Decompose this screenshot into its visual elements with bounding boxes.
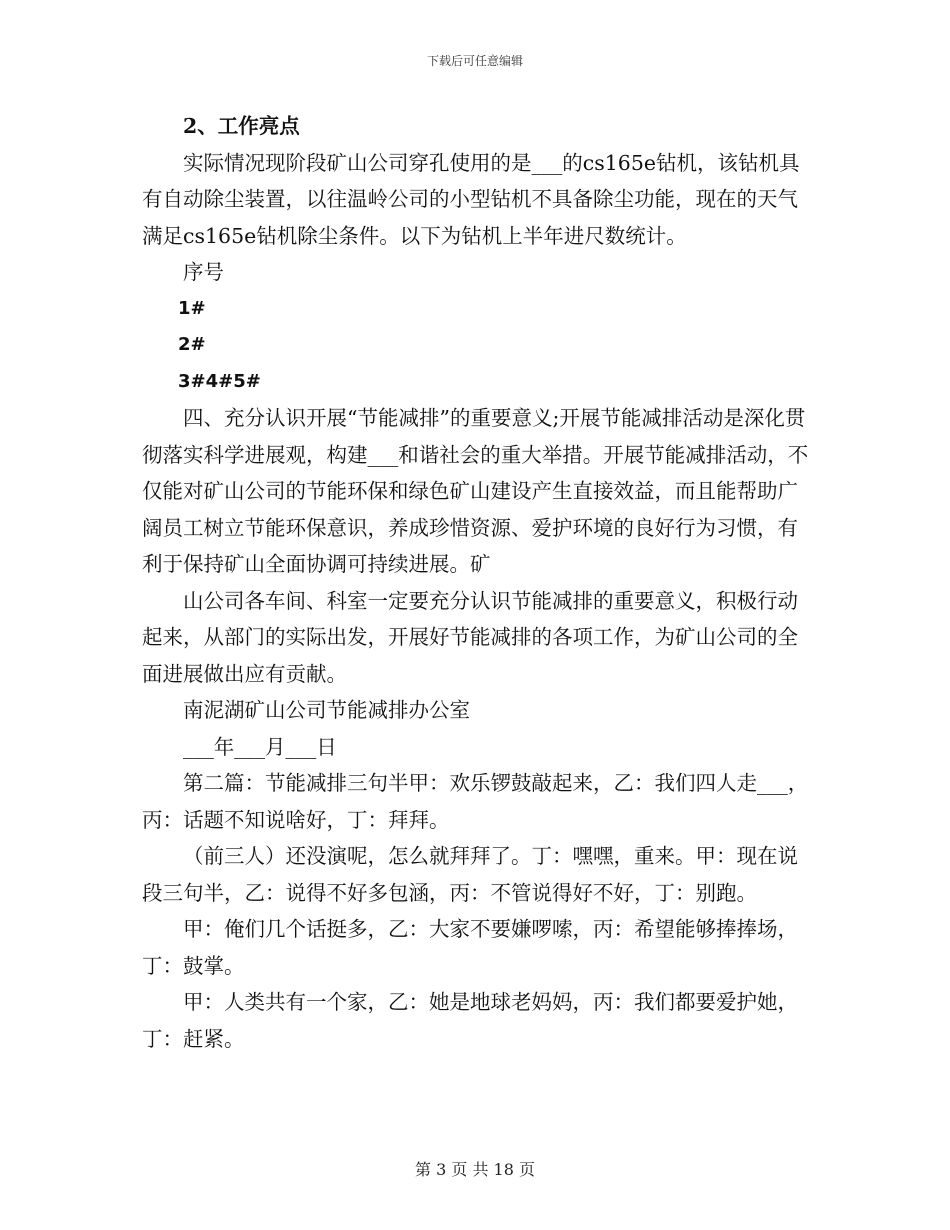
signature-office: 南泥湖矿山公司节能减排办公室	[183, 698, 470, 722]
paragraph-dialogue-2: 甲：俺们几个话挺多，乙：大家不要嫌啰嗦，丙：希望能够捧捧场，丁：鼓掌。	[142, 917, 798, 978]
section-heading-work-highlights: 2、工作亮点	[183, 114, 300, 138]
paragraph-part-two-title: 第二篇：节能减排三句半甲：欢乐锣鼓敲起来，乙：我们四人走___，丙：话题不知说啥好，丁：拜拜。	[142, 771, 809, 832]
signature-date: ___年___月___日	[183, 734, 337, 759]
page-number: 第 3 页 共 18 页	[415, 1160, 535, 1179]
paragraph-significance: 四、充分认识开展“节能减排”的重要意义;开展节能减排活动是深化贯彻落实科学进展观，构建___和谐社会的重大举措。开展节能减排活动，不仅能对矿山公司的节能环保和绿色矿山建设产生直接效益，而且能帮助广阔员工树立节能环保意识，养成珍惜资源、爱护环境的良好行为习惯，有利于保持矿山全面协调可持续进展。矿	[142, 406, 809, 576]
paragraph-dialogue-3: 甲：人类共有一个家，乙：她是地球老妈妈，丙：我们都要爱护她，丁：赶紧。	[142, 990, 798, 1051]
document-body	[142, 108, 810, 1057]
table-label-serial-number: 序号	[183, 260, 224, 284]
paragraph-dialogue-1: （前三人）还没演呢，怎么就拜拜了。丁：嘿嘿，重来。甲：现在说段三句半，乙：说得不好多包涵，丙：不管说得好不好，丁：别跑。	[142, 844, 798, 905]
page-header-note: 下载后可任意编辑	[426, 54, 523, 68]
item-1: 1#	[178, 297, 206, 319]
item-3-4-5: 3#4#5#	[178, 370, 261, 392]
paragraph-drill-situation: 实际情况现阶段矿山公司穿孔使用的是___的cs165e钻机，该钻机具有自动除尘装置，以往温岭公司的小型钻机不具备除尘功能，现在的天气满足cs165e钻机除尘条件。以下为钻机上半年进尺数统计。	[142, 150, 800, 248]
paragraph-departments: 山公司各车间、科室一定要充分认识节能减排的重要意义，积极行动起来，从部门的实际出发，开展好节能减排的各项工作，为矿山公司的全面进展做出应有贡献。	[142, 588, 798, 686]
item-2: 2#	[178, 334, 206, 355]
